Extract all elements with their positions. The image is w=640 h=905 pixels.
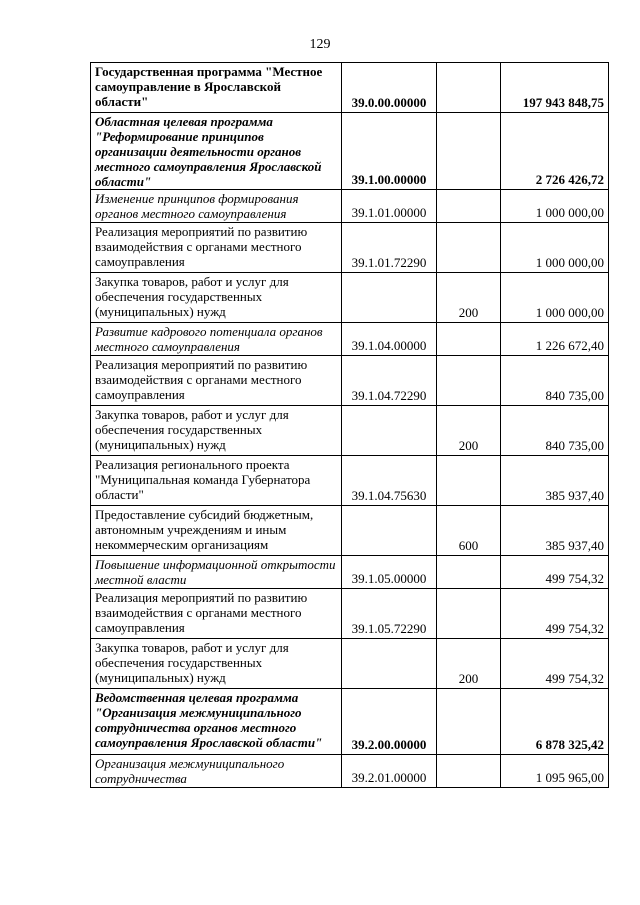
row-type-cell (437, 113, 501, 190)
table-row (91, 639, 609, 689)
row-type-cell (437, 556, 501, 589)
row-sum-cell: 1 000 000,00 (501, 273, 609, 323)
row-sum-cell: 385 937,40 (501, 456, 609, 506)
row-code-cell: 39.2.00.00000 (342, 689, 437, 755)
row-code-cell: 39.1.05.72290 (342, 589, 437, 639)
row-sum-cell: 1 095 965,00 (501, 755, 609, 788)
table-row (91, 556, 609, 589)
row-sum-cell: 1 226 672,40 (501, 323, 609, 356)
row-sum-cell: 1 000 000,00 (501, 223, 609, 273)
page-number: 129 (309, 37, 331, 52)
table-row (91, 190, 609, 223)
row-name-cell: Реализация мероприятий по развитию взаимодействия с органами местного самоуправления (91, 223, 342, 273)
row-name-cell: Государственная программа "Местное самоуправление в Ярославской области" (91, 63, 342, 113)
row-name-cell: Областная целевая программа "Реформирование принципов организации деятельности органов местного самоуправления Ярославской области" (91, 113, 342, 190)
row-name-cell: Ведомственная целевая программа "Организация межмуниципального сотрудничества органов местного самоуправления Ярославской области" (91, 689, 342, 755)
row-code-cell: 39.1.05.00000 (342, 556, 437, 589)
row-type-cell (437, 63, 501, 113)
row-code-cell: 39.0.00.00000 (342, 63, 437, 113)
table-row (91, 506, 609, 556)
table-row (91, 755, 609, 788)
row-code-cell: 39.1.04.75630 (342, 456, 437, 506)
row-code-cell (342, 506, 437, 556)
row-code-cell: 39.1.01.72290 (342, 223, 437, 273)
row-code-cell (342, 273, 437, 323)
row-name-cell: Закупка товаров, работ и услуг для обеспечения государственных (муниципальных) нужд (91, 639, 342, 689)
row-code-cell (342, 406, 437, 456)
table-row (91, 356, 609, 406)
row-sum-cell: 197 943 848,75 (501, 63, 609, 113)
row-code-cell: 39.1.00.00000 (342, 113, 437, 190)
row-code-cell: 39.1.04.72290 (342, 356, 437, 406)
row-type-cell: 600 (437, 506, 501, 556)
budget-table (90, 62, 609, 788)
row-name-cell: Реализация мероприятий по развитию взаимодействия с органами местного самоуправления (91, 589, 342, 639)
table-row (91, 113, 609, 190)
row-type-cell: 200 (437, 406, 501, 456)
row-code-cell: 39.1.04.00000 (342, 323, 437, 356)
table-row (91, 406, 609, 456)
row-code-cell: 39.1.01.00000 (342, 190, 437, 223)
row-name-cell: Развитие кадрового потенциала органов местного самоуправления (91, 323, 342, 356)
row-sum-cell: 499 754,32 (501, 639, 609, 689)
row-type-cell (437, 223, 501, 273)
row-name-cell: Организация межмуниципального сотрудничества (91, 755, 342, 788)
row-sum-cell: 2 726 426,72 (501, 113, 609, 190)
row-name-cell: Реализация мероприятий по развитию взаимодействия с органами местного самоуправления (91, 356, 342, 406)
row-name-cell: Предоставление субсидий бюджетным, автономным учреждениям и иным некоммерческим организациям (91, 506, 342, 556)
table-row (91, 273, 609, 323)
row-type-cell (437, 589, 501, 639)
row-sum-cell: 1 000 000,00 (501, 190, 609, 223)
row-type-cell (437, 755, 501, 788)
row-type-cell (437, 689, 501, 755)
row-name-cell: Закупка товаров, работ и услуг для обеспечения государственных (муниципальных) нужд (91, 273, 342, 323)
table-row (91, 223, 609, 273)
budget-table-body (91, 63, 609, 788)
table-row (91, 63, 609, 113)
row-code-cell (342, 639, 437, 689)
row-code-cell: 39.2.01.00000 (342, 755, 437, 788)
table-row (91, 689, 609, 755)
table-row (91, 456, 609, 506)
row-type-cell (437, 456, 501, 506)
row-type-cell (437, 323, 501, 356)
row-sum-cell: 840 735,00 (501, 406, 609, 456)
row-type-cell: 200 (437, 273, 501, 323)
row-type-cell: 200 (437, 639, 501, 689)
row-name-cell: Реализация регионального проекта "Муниципальная команда Губернатора области" (91, 456, 342, 506)
row-sum-cell: 840 735,00 (501, 356, 609, 406)
row-type-cell (437, 190, 501, 223)
table-row (91, 589, 609, 639)
table-row (91, 323, 609, 356)
row-sum-cell: 6 878 325,42 (501, 689, 609, 755)
row-sum-cell: 385 937,40 (501, 506, 609, 556)
row-type-cell (437, 356, 501, 406)
row-sum-cell: 499 754,32 (501, 556, 609, 589)
row-sum-cell: 499 754,32 (501, 589, 609, 639)
row-name-cell: Повышение информационной открытости местной власти (91, 556, 342, 589)
row-name-cell: Закупка товаров, работ и услуг для обеспечения государственных (муниципальных) нужд (91, 406, 342, 456)
row-name-cell: Изменение принципов формирования органов местного самоуправления (91, 190, 342, 223)
